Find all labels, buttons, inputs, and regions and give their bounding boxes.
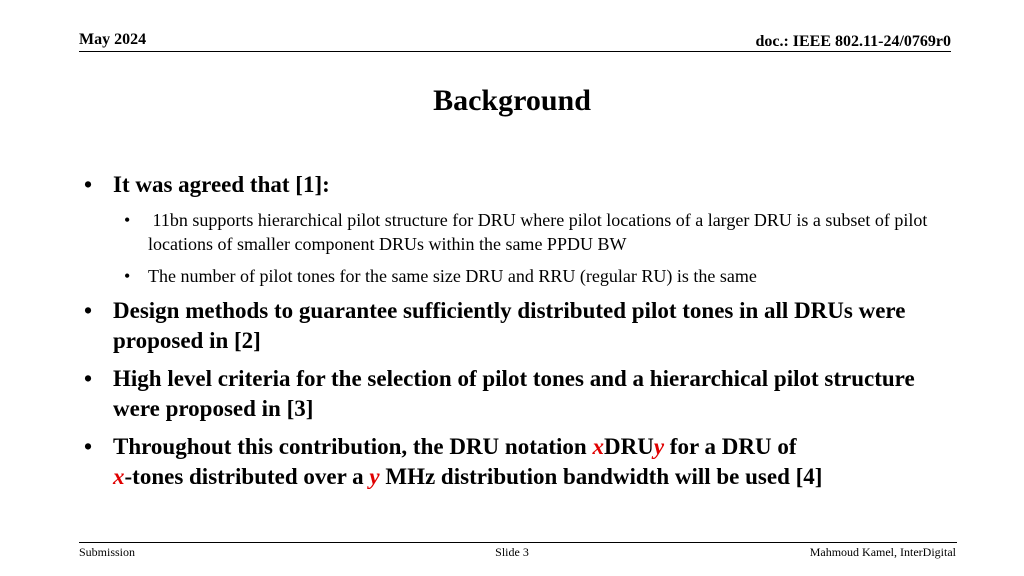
notation-var-y: y xyxy=(653,434,665,459)
footer-author: Mahmoud Kamel, InterDigital xyxy=(809,545,956,559)
bullet-design-methods-text: Design methods to guarantee sufficiently distributed pilot tones in all DRUs were proposed in [2] xyxy=(113,298,906,353)
sub-bullet-pilot-count xyxy=(82,264,962,288)
slide-title: Background xyxy=(433,84,591,117)
bullet-notation xyxy=(82,432,962,492)
header-rule xyxy=(79,51,951,52)
notation-var-x2: x xyxy=(113,464,125,489)
header-date: May 2024 xyxy=(79,31,147,48)
slide-body xyxy=(82,170,962,500)
bullet-criteria xyxy=(82,364,962,424)
notation-part3: for a DRU of xyxy=(664,434,797,459)
bullet-agreed-text: It was agreed that [1]: xyxy=(113,172,330,197)
footer-submission: Submission xyxy=(79,545,136,559)
bullet-dot: • xyxy=(84,366,93,391)
sub-bullet-dot: • xyxy=(124,266,131,286)
sub-bullet-dot: • xyxy=(124,210,131,230)
notation-var-y2: y xyxy=(369,464,380,489)
sub-bullet-hierarchical-text: 11bn supports hierarchical pilot structure for DRU where pilot locations of a larger DRU is a subset of pilot locations of smaller component DRUs within the same PPDU BW xyxy=(148,210,932,254)
header-doc-id: doc.: IEEE 802.11-24/0769r0 xyxy=(755,33,951,50)
bullet-criteria-text: High level criteria for the selection of pilot tones and a hierarchical pilot structure were proposed in [3] xyxy=(113,366,915,421)
footer-slide-number: Slide 3 xyxy=(495,545,529,559)
bullet-notation-text xyxy=(113,434,822,489)
notation-part1: Throughout this contribution, the DRU notation xyxy=(113,434,593,459)
notation-part5: MHz distribution bandwidth will be used [4] xyxy=(379,464,823,489)
notation-var-x: x xyxy=(592,434,604,459)
sub-bullet-hierarchical xyxy=(82,208,962,256)
bullet-design-methods xyxy=(82,296,962,356)
footer-rule xyxy=(79,542,957,543)
bullet-dot: • xyxy=(84,172,93,197)
sub-bullet-pilot-count-text: The number of pilot tones for the same size DRU and RRU (regular RU) is the same xyxy=(148,266,757,286)
bullet-agreed xyxy=(82,170,962,200)
notation-part4: -tones distributed over a xyxy=(124,464,370,489)
notation-part2: DRU xyxy=(603,434,654,459)
bullet-dot: • xyxy=(84,434,93,459)
bullet-dot: • xyxy=(84,298,93,323)
